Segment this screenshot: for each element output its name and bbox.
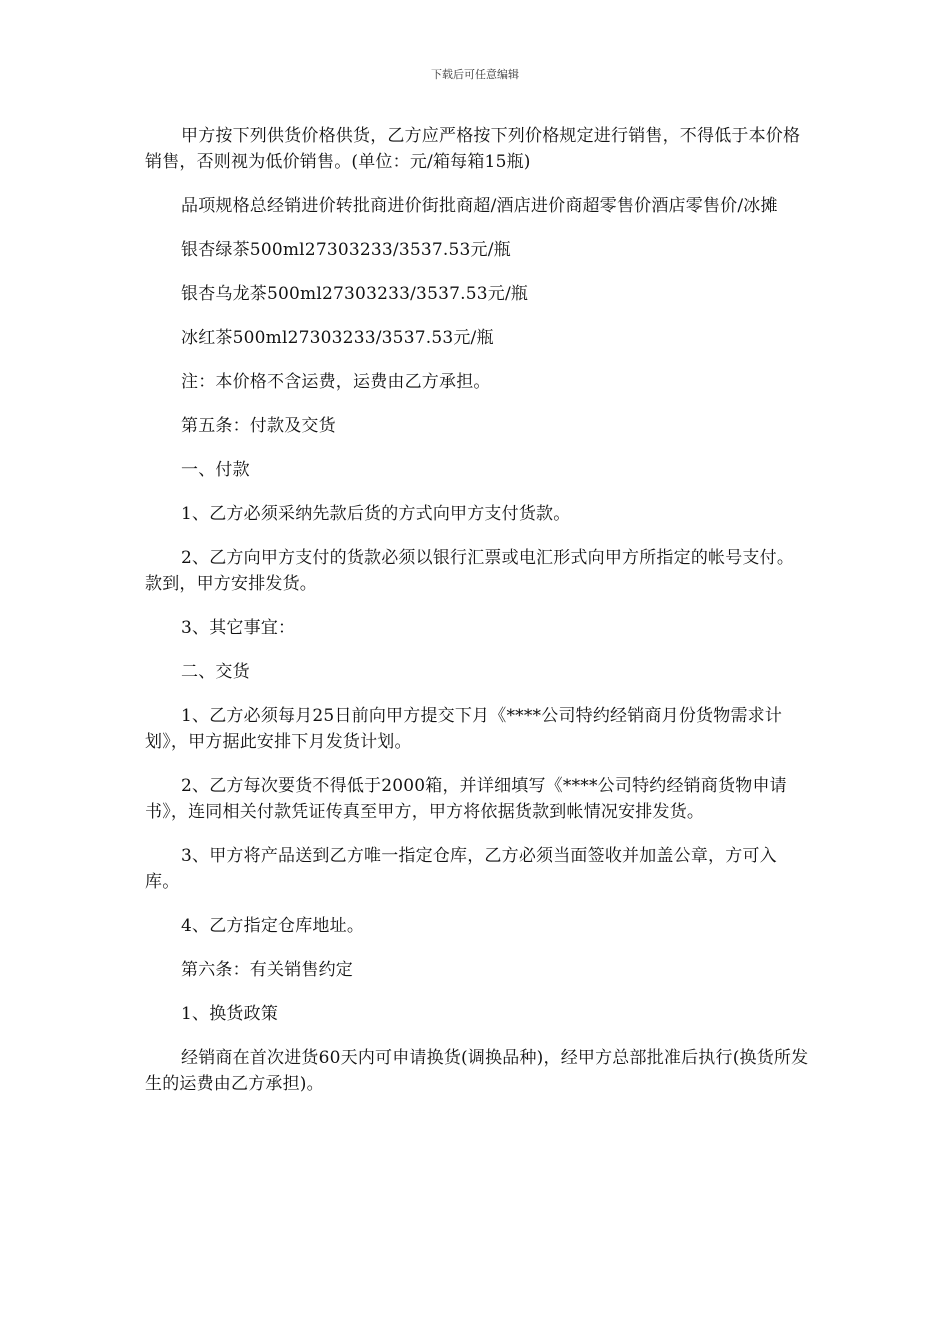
subheading-exchange-policy: 1、换货政策 [181, 1004, 279, 1024]
paragraph-exchange-policy: 经销商在首次进货60天内可申请换货(调换品种)，经甲方总部批准后执行(换货所发生的运费由乙方承担)。 [145, 1048, 809, 1094]
subheading-payment: 一、付款 [181, 460, 250, 480]
paragraph-delivery-3: 3、甲方将产品送到乙方唯一指定仓库，乙方必须当面签收并加盖公章，方可入库。 [145, 846, 777, 892]
paragraph-price-columns: 品项规格总经销进价转批商进价街批商超/酒店进价商超零售价酒店零售价/冰摊 [181, 196, 778, 216]
paragraph-product-green-tea: 银杏绿茶500ml27303233/3537.53元/瓶 [181, 240, 511, 260]
page-header: 下载后可任意编辑 [431, 68, 519, 81]
paragraph-payment-3: 3、其它事宜： [181, 618, 296, 638]
paragraph-note-shipping: 注：本价格不含运费，运费由乙方承担。 [181, 372, 491, 392]
paragraph-payment-2: 2、乙方向甲方支付的货款必须以银行汇票或电汇形式向甲方所指定的帐号支付。款到，甲方安排发货。 [145, 548, 795, 594]
paragraph-product-oolong-tea: 银杏乌龙茶500ml27303233/3537.53元/瓶 [181, 284, 529, 304]
paragraph-product-iced-black-tea: 冰红茶500ml27303233/3537.53元/瓶 [181, 328, 494, 348]
section-heading-article-5: 第五条：付款及交货 [181, 416, 336, 436]
paragraph-payment-1: 1、乙方必须采纳先款后货的方式向甲方支付货款。 [181, 504, 571, 524]
paragraph-price-terms: 甲方按下列供货价格供货，乙方应严格按下列价格规定进行销售，不得低于本价格销售，否则视为低价销售。(单位：元/箱每箱15瓶) [145, 126, 801, 172]
subheading-delivery: 二、交货 [181, 662, 250, 682]
section-heading-article-6: 第六条：有关销售约定 [181, 960, 353, 980]
paragraph-delivery-4: 4、乙方指定仓库地址。 [181, 916, 365, 936]
document-body [145, 123, 810, 1115]
paragraph-delivery-1: 1、乙方必须每月25日前向甲方提交下月《****公司特约经销商月份货物需求计划》，甲方据此安排下月发货计划。 [145, 706, 783, 752]
paragraph-delivery-2: 2、乙方每次要货不得低于2000箱，并详细填写《****公司特约经销商货物申请书》，连同相关付款凭证传真至甲方，甲方将依据货款到帐情况安排发货。 [145, 776, 787, 822]
